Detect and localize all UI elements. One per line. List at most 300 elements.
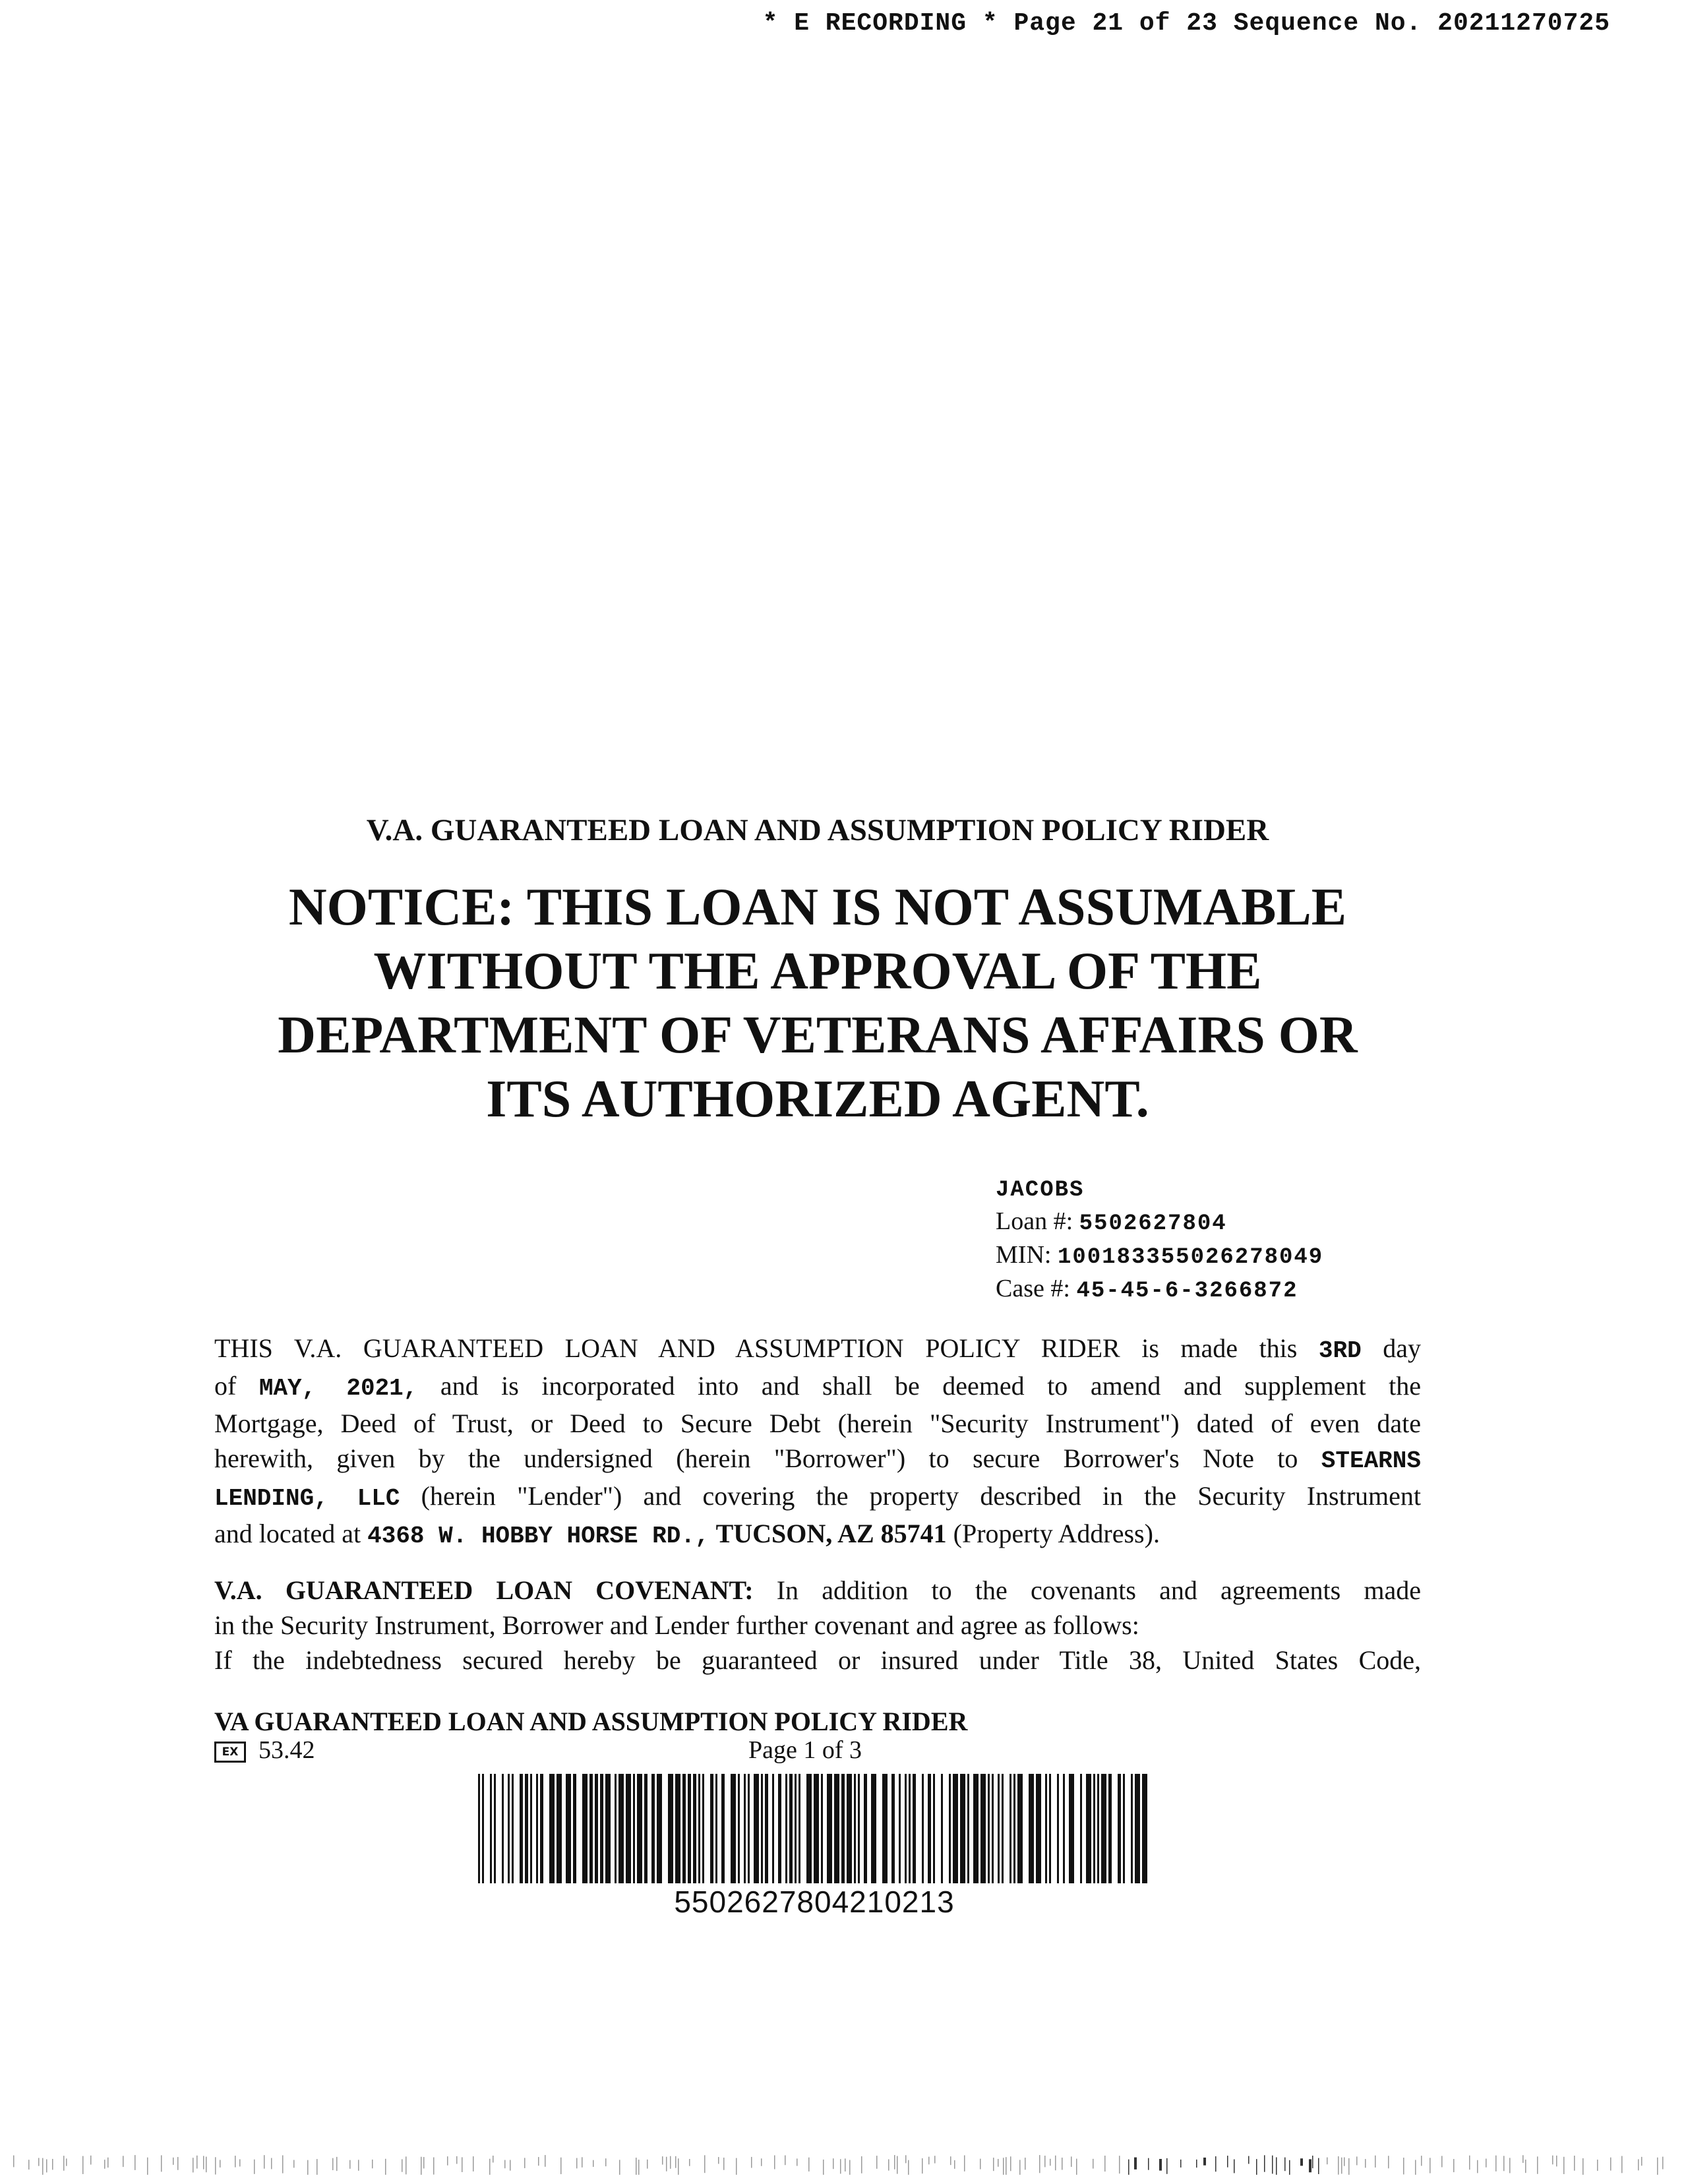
borrower-name: JACOBS	[996, 1178, 1085, 1203]
lender-name-part: LENDING, LLC	[214, 1485, 400, 1512]
scan-mark	[1276, 2157, 1277, 2175]
intro-text: of	[214, 1371, 237, 1401]
min-label: MIN:	[996, 1241, 1052, 1269]
scan-mark	[1248, 2156, 1250, 2164]
scan-mark	[385, 2159, 386, 2175]
scan-mark	[1344, 2157, 1345, 2166]
scan-mark	[718, 2157, 719, 2164]
scan-mark	[406, 2156, 407, 2174]
scan-mark	[678, 2158, 679, 2175]
scan-mark	[922, 2158, 923, 2173]
scan-mark	[670, 2156, 671, 2169]
scan-mark	[220, 2160, 221, 2168]
barcode-bar	[744, 1774, 746, 1883]
intro-text: Mortgage, Deed of Trust, or Deed to Secure Debt (herein "Security Instrument") dated of even date	[214, 1409, 1421, 1438]
barcode-bar	[688, 1774, 691, 1883]
scan-mark	[636, 2158, 637, 2175]
scan-mark	[1582, 2158, 1584, 2175]
scan-mark	[135, 2155, 136, 2170]
scan-mark	[421, 2157, 422, 2175]
scan-mark	[66, 2158, 67, 2166]
scan-mark	[736, 2158, 737, 2175]
barcode-bar	[525, 1774, 528, 1883]
scan-mark	[402, 2159, 403, 2171]
scan-mark	[908, 2160, 909, 2175]
barcode-bar	[778, 1774, 781, 1883]
scan-mark	[510, 2160, 511, 2171]
scan-mark	[456, 2156, 458, 2164]
scan-mark	[349, 2160, 351, 2169]
scan-mark	[928, 2157, 930, 2165]
scan-mark	[840, 2159, 841, 2173]
barcode-bar	[1118, 1774, 1121, 1883]
scan-mark	[493, 2156, 494, 2162]
scan-mark	[576, 2158, 578, 2169]
scan-mark	[905, 2155, 907, 2163]
form-number: 53.42	[258, 1736, 315, 1764]
scan-mark	[689, 2159, 690, 2166]
covenant-heading: V.A. GUARANTEED LOAN COVENANT:	[214, 1575, 754, 1605]
scan-mark	[38, 2158, 40, 2166]
scan-mark	[161, 2155, 162, 2171]
scan-mark	[723, 2158, 725, 2170]
scan-mark	[1203, 2158, 1206, 2166]
min-row	[996, 1240, 1323, 1273]
min-number: 100183355026278049	[1057, 1245, 1324, 1270]
scan-mark	[849, 2160, 851, 2175]
scan-edge-artifact	[0, 2155, 1688, 2175]
scan-mark	[545, 2155, 546, 2167]
scan-mark	[1128, 2160, 1130, 2175]
paragraph-line	[214, 1406, 1421, 1441]
scan-mark	[1556, 2156, 1557, 2167]
barcode-bar	[765, 1774, 768, 1883]
barcode-bar	[605, 1774, 611, 1883]
scan-mark	[797, 2158, 798, 2166]
scan-mark	[1552, 2156, 1553, 2165]
barcode-bar	[1013, 1774, 1015, 1883]
barcode-bar	[949, 1774, 951, 1883]
barcode-bar	[536, 1774, 538, 1883]
barcode-bar	[615, 1774, 617, 1883]
scan-mark	[1215, 2156, 1217, 2171]
scan-mark	[52, 2159, 53, 2169]
notice-line: NOTICE: THIS LOAN IS NOT ASSUMABLE	[288, 878, 1347, 936]
scan-mark	[1403, 2158, 1404, 2174]
rider-date: MAY, 2021,	[258, 1375, 418, 1402]
scan-mark	[1272, 2156, 1273, 2174]
barcode-bar	[573, 1774, 576, 1883]
paragraph-line	[214, 1643, 1421, 1678]
scan-mark	[46, 2159, 47, 2172]
barcode-bar	[761, 1774, 763, 1883]
scan-mark	[82, 2156, 84, 2174]
scan-mark	[1563, 2157, 1565, 2174]
scan-mark	[1234, 2160, 1235, 2173]
barcode-bar	[871, 1774, 876, 1883]
intro-paragraph	[214, 1331, 1421, 1554]
barcode-bar	[1017, 1774, 1023, 1883]
scan-mark	[1662, 2157, 1664, 2169]
barcode-bar	[973, 1774, 979, 1883]
barcode-bar	[633, 1774, 635, 1883]
barcode-bar	[933, 1774, 935, 1883]
scan-mark	[254, 2160, 255, 2174]
barcode-bar	[715, 1774, 717, 1883]
rider-day: 3RD	[1318, 1337, 1362, 1364]
scan-mark	[1495, 2156, 1497, 2171]
barcode-bar	[618, 1774, 624, 1883]
scan-mark	[1044, 2156, 1046, 2167]
scan-mark	[423, 2157, 425, 2168]
case-number-label: Case #:	[996, 1275, 1070, 1302]
barcode-bar	[721, 1774, 725, 1883]
barcode-bar	[795, 1774, 797, 1883]
scan-mark	[239, 2159, 241, 2166]
barcode-bar	[1063, 1774, 1065, 1883]
barcode-bar	[1010, 1774, 1011, 1883]
scan-mark	[332, 2158, 334, 2170]
scan-mark	[524, 2158, 526, 2168]
barcode-bar	[992, 1774, 994, 1883]
scan-mark	[1003, 2158, 1004, 2175]
scan-mark	[1421, 2156, 1422, 2166]
barcode-bar	[1002, 1774, 1004, 1883]
barcode-bar	[814, 1774, 819, 1883]
scan-mark	[1657, 2158, 1658, 2175]
scan-mark	[63, 2156, 65, 2171]
scan-mark	[264, 2155, 265, 2169]
covenant-text: In addition to the covenants and agreements made	[776, 1575, 1421, 1605]
scan-mark	[1477, 2160, 1478, 2173]
scan-mark	[1365, 2159, 1366, 2168]
scan-mark	[1148, 2158, 1149, 2170]
scan-mark	[1264, 2155, 1265, 2171]
scan-mark	[1256, 2159, 1257, 2175]
scan-mark	[897, 2156, 898, 2174]
scan-mark	[1641, 2157, 1643, 2166]
loan-number-row	[996, 1206, 1323, 1240]
scan-mark	[504, 2160, 506, 2169]
scan-mark	[1062, 2158, 1063, 2170]
barcode-bar	[1093, 1774, 1095, 1883]
scan-mark	[993, 2158, 994, 2171]
page-number: Page 1 of 3	[748, 1736, 862, 1764]
barcode-bar	[1080, 1774, 1082, 1883]
barcode-bar	[520, 1774, 523, 1883]
scan-mark	[42, 2158, 44, 2175]
intro-text: THIS V.A. GUARANTEED LOAN AND ASSUMPTION POLICY RIDER is made this	[214, 1333, 1298, 1363]
barcode-bar	[1097, 1774, 1099, 1883]
scan-mark	[833, 2158, 834, 2169]
scan-mark	[123, 2156, 124, 2167]
scan-mark	[582, 2157, 583, 2168]
scan-mark	[1284, 2158, 1286, 2171]
barcode-bar	[644, 1774, 648, 1883]
scan-mark	[1574, 2156, 1575, 2171]
barcode-bar	[772, 1774, 774, 1883]
scan-mark	[196, 2156, 198, 2169]
barcode-bar	[785, 1774, 787, 1883]
scan-mark	[876, 2156, 878, 2169]
barcode-bar	[702, 1774, 704, 1883]
property-street: 4368 W. HOBBY HORSE RD.,	[367, 1523, 709, 1550]
scan-mark	[751, 2157, 752, 2168]
intro-text: herewith, given by the undersigned (herein "Borrower") to secure Borrower's Note to	[214, 1443, 1298, 1473]
barcode-bar	[589, 1774, 593, 1883]
scan-mark	[447, 2156, 448, 2166]
barcode-bar	[738, 1774, 740, 1883]
barcode-bar	[1123, 1774, 1125, 1883]
intro-text: (Property Address).	[953, 1519, 1160, 1548]
borrower-row	[996, 1172, 1323, 1206]
barcode-bar	[899, 1774, 901, 1883]
scan-mark	[1597, 2160, 1598, 2171]
scan-mark	[206, 2157, 207, 2173]
footer-form-title: VA GUARANTEED LOAN AND ASSUMPTION POLICY RIDER	[214, 1707, 968, 1736]
barcode-bar	[909, 1774, 911, 1883]
paragraph-line	[214, 1516, 1421, 1554]
barcode-bar	[582, 1774, 588, 1883]
scan-mark	[823, 2160, 824, 2175]
scan-mark	[1159, 2159, 1162, 2171]
barcode-bar	[657, 1774, 662, 1883]
barcode-bar	[847, 1774, 852, 1883]
barcode-bar	[566, 1774, 571, 1883]
barcode-bar	[988, 1774, 990, 1883]
scan-mark	[1525, 2160, 1526, 2173]
scan-mark	[845, 2158, 846, 2171]
barcode-bar	[891, 1774, 895, 1883]
scan-mark	[147, 2158, 148, 2175]
scan-mark	[372, 2160, 373, 2168]
barcode-bar	[478, 1774, 480, 1883]
scan-mark	[675, 2156, 677, 2168]
scan-mark	[605, 2158, 607, 2166]
scan-mark	[1039, 2155, 1040, 2173]
scan-mark	[619, 2160, 620, 2175]
barcode-bar	[1057, 1774, 1059, 1883]
scan-mark	[647, 2160, 648, 2169]
covenant-text: If the indebtedness secured hereby be guaranteed or insured under Title 38, United States Code,	[214, 1645, 1421, 1675]
form-code-icon: EX	[214, 1742, 246, 1763]
barcode-bar	[854, 1774, 856, 1883]
scan-mark	[1093, 2159, 1094, 2169]
paragraph-line	[214, 1441, 1421, 1478]
barcode-bar	[698, 1774, 700, 1883]
barcode-bar	[864, 1774, 867, 1883]
barcode-bar	[789, 1774, 793, 1883]
notice-line: ITS AUTHORIZED AGENT.	[486, 1070, 1149, 1128]
scan-mark	[593, 2160, 594, 2167]
barcode-bar	[905, 1774, 907, 1883]
scan-mark	[1638, 2159, 1639, 2170]
paragraph-line	[214, 1573, 1421, 1608]
scan-mark	[1196, 2160, 1197, 2168]
scan-mark	[235, 2156, 236, 2167]
scan-mark	[358, 2160, 359, 2171]
paragraph-line	[214, 1368, 1421, 1406]
notice-line: DEPARTMENT OF VETERANS AFFAIRS OR	[278, 1006, 1358, 1064]
barcode-bar	[530, 1774, 532, 1883]
barcode-bar	[1036, 1774, 1041, 1883]
scan-mark	[785, 2156, 786, 2166]
barcode-bar	[626, 1774, 631, 1883]
scan-mark	[1388, 2156, 1389, 2168]
intro-text: day	[1383, 1333, 1422, 1363]
barcode-bar	[799, 1774, 800, 1883]
barcode-bar	[913, 1774, 916, 1883]
scan-mark	[1503, 2156, 1505, 2171]
barcode-bar	[512, 1774, 514, 1883]
scan-mark	[293, 2160, 295, 2168]
paragraph-line	[214, 1478, 1421, 1516]
barcode-bar	[998, 1774, 1000, 1883]
scan-mark	[462, 2157, 463, 2172]
barcode-bar	[1142, 1774, 1147, 1883]
scan-mark	[980, 2159, 981, 2169]
scan-mark	[90, 2156, 92, 2165]
scan-mark	[934, 2156, 936, 2163]
barcode-bar	[731, 1774, 736, 1883]
scan-mark	[271, 2158, 272, 2169]
intro-text: (herein "Lender") and covering the property described in the Security Instrument	[421, 1481, 1421, 1511]
scan-mark	[888, 2160, 889, 2171]
barcode-bar	[821, 1774, 823, 1883]
recording-header: * E RECORDING * Page 21 of 23 Sequence No. 20211270725	[762, 9, 1610, 38]
scan-mark	[1327, 2158, 1328, 2165]
scan-mark	[193, 2158, 194, 2172]
paragraph-line	[214, 1331, 1421, 1368]
barcode-bar	[1069, 1774, 1074, 1883]
barcode-bar	[482, 1774, 484, 1883]
scan-mark	[1227, 2156, 1228, 2168]
scan-mark	[1180, 2160, 1182, 2168]
scan-mark	[1469, 2156, 1470, 2169]
barcode-bar	[600, 1774, 603, 1883]
scan-mark	[1486, 2159, 1487, 2168]
scan-mark	[662, 2156, 663, 2165]
scan-mark	[861, 2156, 862, 2173]
barcode-bar	[693, 1774, 696, 1883]
lender-name-part: STEARNS	[1321, 1447, 1421, 1474]
barcode-bar	[960, 1774, 965, 1883]
covenant-paragraph	[214, 1573, 1421, 1678]
barcode-bar	[490, 1774, 492, 1883]
intro-text: and located at	[214, 1519, 361, 1548]
scan-mark	[13, 2156, 15, 2168]
notice-line: WITHOUT THE APPROVAL OF THE	[373, 942, 1262, 1000]
scan-mark	[1441, 2156, 1443, 2167]
barcode-bar	[1045, 1774, 1047, 1883]
scan-mark	[1621, 2156, 1623, 2173]
barcode-bar	[651, 1774, 655, 1883]
barcode-bar	[928, 1774, 931, 1883]
scan-mark	[107, 2158, 109, 2168]
scan-mark	[203, 2156, 204, 2169]
rider-title: V.A. GUARANTEED LOAN AND ASSUMPTION POLICY RIDER	[366, 813, 1269, 847]
barcode-bar	[806, 1774, 812, 1883]
scan-mark	[307, 2160, 309, 2175]
scan-mark	[1134, 2158, 1137, 2169]
scan-mark	[28, 2160, 30, 2169]
scan-mark	[774, 2155, 775, 2169]
barcode-bar	[882, 1774, 888, 1883]
scan-mark	[1025, 2158, 1026, 2169]
scan-mark	[1415, 2160, 1416, 2175]
scan-mark	[1166, 2158, 1168, 2174]
scan-mark	[104, 2160, 106, 2169]
scan-mark	[808, 2158, 810, 2171]
barcode-bar	[941, 1774, 943, 1883]
case-number: 45-45-6-3266872	[1076, 1279, 1298, 1304]
barcode-bar	[668, 1774, 673, 1883]
scan-mark	[215, 2157, 216, 2174]
barcode-bar	[967, 1774, 969, 1883]
scan-mark	[1453, 2159, 1455, 2172]
scan-mark	[1610, 2158, 1612, 2171]
barcode-bar	[1101, 1774, 1106, 1883]
barcode-bar	[675, 1774, 680, 1883]
scan-mark	[1300, 2158, 1303, 2166]
scan-mark	[1522, 2155, 1524, 2163]
scan-mark	[1006, 2157, 1007, 2175]
scan-mark	[1050, 2159, 1051, 2166]
scan-mark	[1289, 2160, 1290, 2175]
scan-mark	[1309, 2159, 1311, 2172]
scan-mark	[1019, 2160, 1021, 2175]
barcode	[478, 1774, 1151, 1883]
scan-mark	[1104, 2156, 1106, 2171]
intro-text: and is incorporated into and shall be deemed to amend and supplement the	[440, 1371, 1421, 1401]
barcode-bar	[682, 1774, 686, 1883]
case-number-row	[996, 1273, 1323, 1307]
barcode-bar	[858, 1774, 860, 1883]
barcode-bar	[502, 1774, 504, 1883]
scan-mark	[761, 2158, 762, 2166]
barcode-bar	[1049, 1774, 1051, 1883]
scan-mark	[1338, 2156, 1339, 2175]
scan-mark	[489, 2159, 491, 2175]
scan-mark	[954, 2160, 955, 2169]
barcode-bar	[834, 1774, 839, 1883]
scan-mark	[950, 2156, 951, 2165]
scan-mark	[1010, 2156, 1011, 2171]
scan-mark	[1375, 2156, 1376, 2168]
scan-mark	[1318, 2158, 1319, 2174]
scan-mark	[1055, 2156, 1056, 2171]
scan-mark	[336, 2157, 338, 2171]
barcode-bar	[841, 1774, 845, 1883]
barcode-bar	[549, 1774, 555, 1883]
loan-number-label: Loan #:	[996, 1207, 1073, 1235]
scan-mark	[666, 2157, 667, 2171]
barcode-bar	[1135, 1774, 1140, 1883]
scan-mark	[1537, 2156, 1538, 2173]
scan-mark	[1509, 2158, 1511, 2173]
scan-mark	[638, 2160, 640, 2175]
loan-number: 5502627804	[1079, 1211, 1227, 1236]
scan-mark	[177, 2157, 179, 2170]
barcode-bar	[748, 1774, 750, 1883]
scan-mark	[316, 2159, 318, 2175]
scan-mark	[1348, 2158, 1350, 2175]
scan-mark	[433, 2157, 435, 2174]
barcode-bar	[827, 1774, 832, 1883]
barcode-bar	[637, 1774, 642, 1883]
scan-mark	[173, 2158, 174, 2165]
loan-info-block	[996, 1172, 1323, 1307]
